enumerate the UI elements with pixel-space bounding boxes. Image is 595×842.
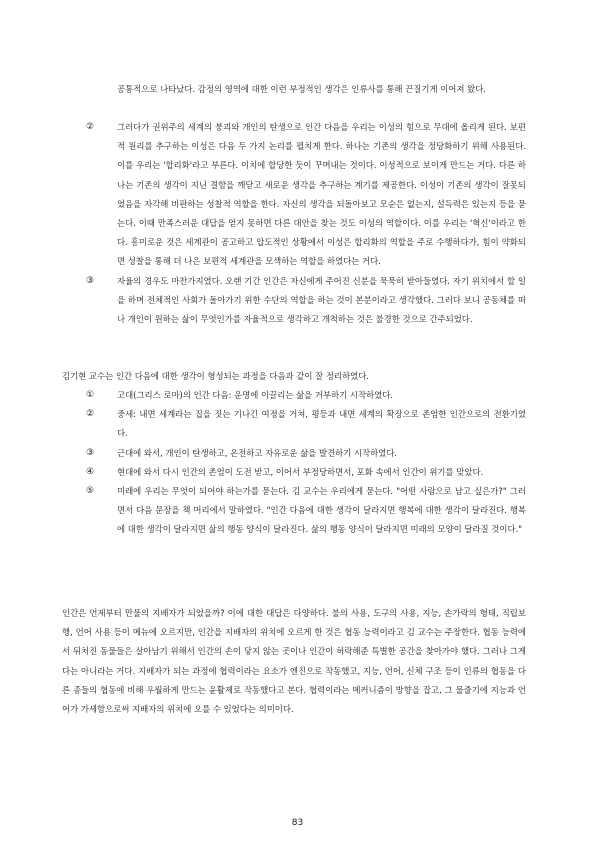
list-marker: ⑤ — [86, 486, 95, 497]
list-item — [86, 482, 526, 540]
list-item — [86, 444, 526, 463]
list-item — [86, 463, 526, 482]
numbered-list-a — [86, 118, 526, 329]
page-number: 83 — [291, 818, 304, 828]
list-item-text: 고대(그리스 로마)의 인간 다음: 운명에 이끌리는 삶을 거부하기 시작하였다. — [117, 390, 394, 400]
list-marker: ① — [86, 390, 95, 400]
list-item-text: 현대에 와서 다시 인간의 존엄이 도전 받고, 이어서 부정당하면서, 포화 속에서 인간이 위기를 맞았다. — [117, 466, 484, 477]
list-item — [86, 272, 526, 330]
list-item — [86, 405, 526, 443]
section-intro: 김기현 교수는 인간 다음에 대한 생각이 형성되는 과정을 다음과 같이 잘 정리하였다. — [62, 371, 370, 381]
numbered-list-b — [86, 386, 526, 540]
list-marker: ④ — [86, 466, 95, 477]
list-item-text: 미래에 우리는 무엇이 되어야 하는가를 묻는다. 김 교수는 우리에게 묻는다. "어떤 사람으로 남고 싶은가?" 그러면서 다음 문장을 책 머리에서 말하였다. "인간 다음에 대한 생각이 달라지면 행복에 대한 생각이 달라진다. 행복에 대한 생각이 달라지면 삶의 행동 양식이 달라진다. 삶의 행동 양식이 달라지면 미래의 모양이 달라질 것이다." — [117, 486, 526, 535]
list-item — [86, 118, 526, 272]
list-marker: ③ — [86, 447, 95, 458]
closing-paragraph: 인간은 언제부터 만물의 지배자가 되었을까? 이에 대한 대답은 다양하다. 불의 사용, 도구의 사용, 지능, 손가락의 형태, 직립보행, 언어 사용 등이 메뉴에 오르지만, 인간을 지배자의 위치에 오르게 한 것은 협동 능력이라고 김 교수는 주장한다. 협동 능력에서 뒤처진 동물들은 살아남기 위해서 인간의 손이 닿지 않는 곳이나 인간이 허락해준 특별한 공간을 찾아가야 했다. 그러나 그게 다는 아니라는 거다. 지배자가 되는 과정에 협력이라는 요소가 엔진으로 작동했고, 지능, 언어, 신체 구조 등이 인류의 협동을 다른 종들의 협동에 비해 우월하게 만드는 윤활제로 작동했다고 본다. 협력이라는 메커니즘이 방향을 잡고, 그 물줄기에 지능과 언어가 가세함으로써 지배자의 위치에 오를 수 있었다는 의미이다. — [62, 608, 526, 715]
list-marker: ② — [86, 122, 95, 132]
list-item-text: 그러다가 권위주의 세계의 붕괴와 개인의 탄생으로 인간 다음을 우리는 이성의 힘으로 무대에 올리게 된다. 보편적 원리를 추구하는 이성은 다음 두 가지 논리를 펼치게 한다. 하나는 기존의 생각을 정당화하기 위해 사용된다. 이를 우리는 '합리화'라고 부른다. 이치에 합당한 듯이 꾸며내는 것이다. 이성적으로 보이게 만드는 거다. 다른 하나는 기존의 생각이 지닌 결함을 깨닫고 새로운 생각을 추구하는 계기를 제공한다. 이성이 기존의 생각이 잘못되었음을 자각해 비판하는 성찰적 역할을 한다. 자신의 생각을 되돌아보고 모순은 없는지, 설득력은 있는지 등을 묻는다. 이때 만족스러운 대답을 얻지 못하면 다른 대안을 찾는 것도 이성의 역할이다. 이를 우리는 '혁신'이라고 한다. 흥미로운 것은 세계관이 공고하고 압도적인 상황에서 이성은 합리화의 역할을 주로 수행하다가, 힘이 약화되면 성찰을 통해 더 나은 보편적 세계관을 모색하는 역할을 하였다는 거다. — [117, 122, 526, 267]
list-item — [86, 386, 526, 405]
list-item-text: 근대에 와서, 개인이 탄생하고, 온전하고 자유로운 삶을 발견하기 시작하였다. — [117, 447, 398, 458]
list-item-text: 자율의 경우도 마찬가지였다. 오랜 기간 인간은 자신에게 주어진 신분을 묵묵히 받아들였다. 자기 위치에서 할 일을 하며 전체적인 사회가 돌아가기 위한 수단의 역할을 하는 것이 본분이라고 생각했다. 그러다 보니 공동체를 떠나 개인이 원하는 삶이 무엇인가를 자율적으로 생각하고 개척하는 것은 불경한 것으로 간주되었다. — [117, 275, 526, 325]
list-item-text: 중세: 내면 세계라는 집을 짓는 기나긴 여정을 거쳐, 평등과 내면 세계의 확장으로 존엄한 인간으로의 전환기였다. — [117, 409, 526, 439]
list-marker: ③ — [86, 275, 95, 286]
lead-paragraph: 공통적으로 나타났다. 감정의 영역에 대한 이런 부정적인 생각은 인류사를 통해 끈질기게 이어져 왔다. — [117, 84, 486, 94]
list-marker: ② — [86, 409, 95, 420]
